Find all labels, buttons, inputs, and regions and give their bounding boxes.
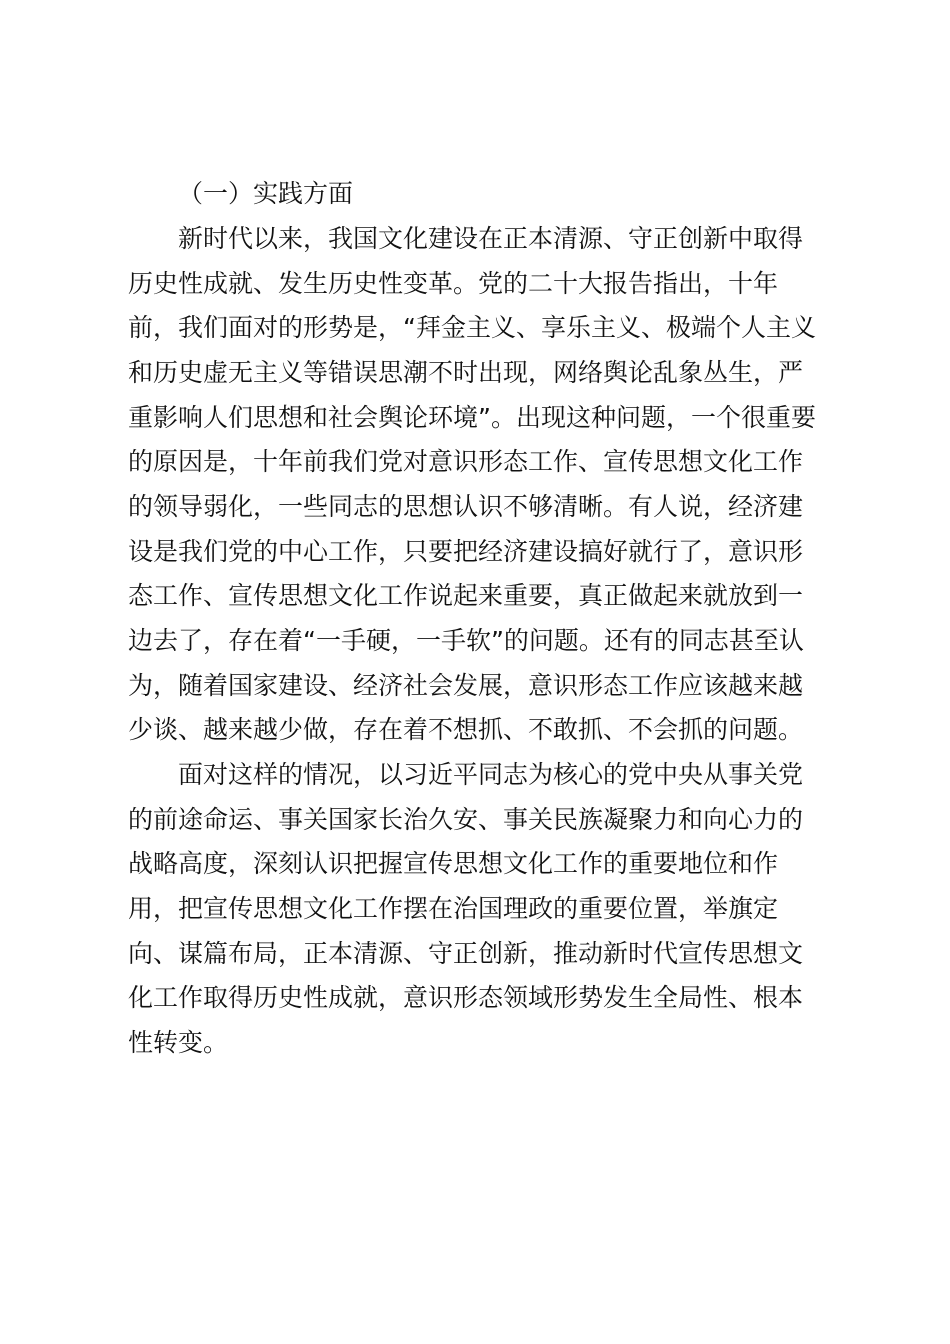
paragraph-line: 少谈、越来越少做，存在着不想抓、不敢抓、不会抓的问题。 (128, 715, 804, 744)
paragraph-line: 历史性成就、发生历史性变革。党的二十大报告指出，十年 (128, 269, 779, 298)
paragraph-line: 性转变。 (128, 1028, 229, 1057)
paragraph-line: 设是我们党的中心工作，只要把经济建设搞好就行了，意识形 (128, 537, 804, 566)
paragraph-line: 战略高度，深刻认识把握宣传思想文化工作的重要地位和作 (128, 849, 779, 878)
paragraph-line: 的前途命运、事关国家长治久安、事关民族凝聚力和向心力的 (128, 805, 804, 834)
paragraph-line: 的领导弱化，一些同志的思想认识不够清晰。有人说，经济建 (128, 492, 804, 521)
paragraph-line: 面对这样的情况，以习近平同志为核心的党中央从事关党 (178, 760, 804, 789)
paragraph-line: 向、谋篇布局，正本清源、守正创新，推动新时代宣传思想文 (128, 939, 804, 968)
paragraph-line: 的原因是，十年前我们党对意识形态工作、宣传思想文化工作 (128, 447, 804, 476)
paragraph-line: 新时代以来，我国文化建设在正本清源、守正创新中取得 (178, 224, 804, 253)
paragraph-line: 态工作、宣传思想文化工作说起来重要，真正做起来就放到一 (128, 581, 804, 610)
paragraph-line: 用，把宣传思想文化工作摆在治国理政的重要位置，举旗定 (128, 894, 779, 923)
section-heading: （一）实践方面 (178, 179, 354, 208)
paragraph-line: 为，随着国家建设、经济社会发展，意识形态工作应该越来越 (128, 671, 804, 700)
paragraph-line: 前，我们面对的形势是，“拜金主义、享乐主义、极端个人主义 (128, 313, 816, 342)
paragraph-line: 边去了，存在着“一手硬，一手软”的问题。还有的同志甚至认 (128, 626, 804, 655)
paragraph-line: 和历史虚无主义等错误思潮不时出现，网络舆论乱象丛生，严 (128, 358, 804, 387)
paragraph-line: 重影响人们思想和社会舆论环境”。出现这种问题，一个很重要 (128, 403, 816, 432)
paragraph-line: 化工作取得历史性成就，意识形态领域形势发生全局性、根本 (128, 983, 804, 1012)
